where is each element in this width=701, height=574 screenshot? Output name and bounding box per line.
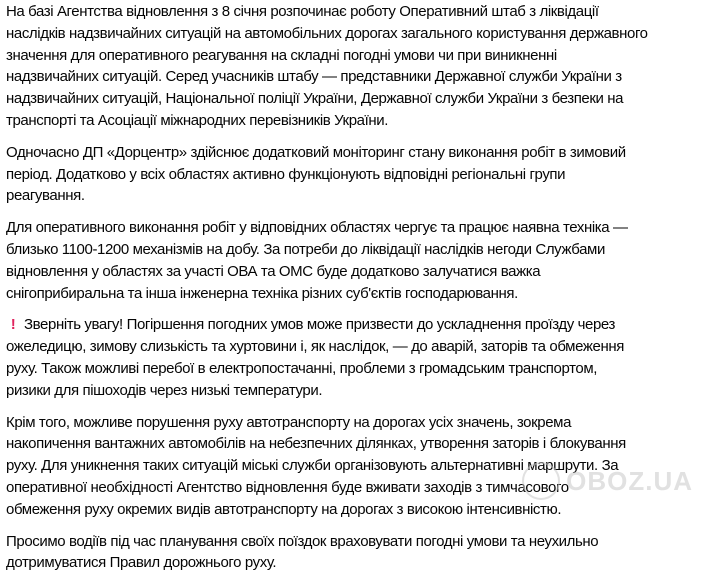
text-line: снігоприбиральна та інша інженерна техніка різних суб'єктів господарювання. bbox=[6, 284, 518, 302]
text-line: надзвичайних ситуацій, Національної поліції України, Державної служби України з безпеки на bbox=[6, 90, 624, 108]
text-line bbox=[6, 314, 701, 336]
text-line: близько 1100-1200 механізмів на добу. За потреби до ліквідації наслідків негоди Службами bbox=[6, 240, 605, 258]
watermark-logo-icon bbox=[522, 462, 560, 500]
text-line: оперативної необхідності Агентство відновлення буде вживати заходів з тимчасового bbox=[6, 478, 569, 496]
paragraph-warning bbox=[6, 314, 701, 401]
text-line: реагування. bbox=[6, 187, 85, 205]
text-line: На базі Агентства відновлення з 8 січня розпочинає роботу Оперативний штаб з ліквідації bbox=[6, 3, 599, 20]
text-line: ожеледицю, зимову слизькість та хуртовини і, як наслідок, — до аварій, заторів та обмеження bbox=[6, 338, 624, 356]
text-line: руху. Для уникнення таких ситуацій міські служби організовують альтернативні маршрути. За bbox=[6, 457, 619, 475]
paragraph-request bbox=[6, 531, 701, 574]
text-line: період. Додатково у всіх областях активно функціонують відповідні регіональні групи bbox=[6, 165, 566, 183]
paragraph-equipment bbox=[6, 217, 701, 304]
text-line: наслідків надзвичайних ситуацій на автомобільних дорогах загального користування державного bbox=[6, 24, 648, 42]
text-line: накопичення вантажних автомобілів на небезпечних ділянках, утворення заторів і блокування bbox=[6, 435, 626, 453]
paragraph-headquarters bbox=[6, 1, 701, 132]
text-line: Одночасно ДП «Дорцентр» здійснює додатковий моніторинг стану виконання робіт в зимовий bbox=[6, 143, 626, 161]
paragraph-monitoring bbox=[6, 142, 701, 207]
text-line: руху. Також можливі перебої в електропостачанні, проблеми з громадським транспортом, bbox=[6, 359, 598, 377]
text-line: Для оперативного виконання робіт у відповідних областях чергує та працює наявна техніка — bbox=[6, 219, 628, 237]
text-line-content: Зверніть увагу! Погіршення погодних умов може призвести до ускладнення проїзду через bbox=[24, 316, 615, 334]
text-line: Просимо водіїв під час планування своїх поїздок враховувати погодні умови та неухильно bbox=[6, 532, 599, 550]
text-line: Крім того, можливе порушення руху автотранспорту на дорогах усіх значень, зокрема bbox=[6, 413, 572, 431]
text-line: відновлення у областях за участі ОВА та ОМС буде додатково залучатися важка bbox=[6, 262, 541, 280]
watermark-text: OBOZ.UA bbox=[566, 465, 693, 496]
text-line: транспорті та Асоціації міжнародних перевізників України. bbox=[6, 111, 389, 129]
text-line: ризики для пішоходів через низькі температури. bbox=[6, 381, 323, 399]
text-line: обмеження руху окремих видів автотранспорту на дорогах з високою інтенсивністю. bbox=[6, 500, 562, 518]
watermark bbox=[522, 462, 693, 500]
text-line: дотримуватися Правил дорожнього руху. bbox=[6, 554, 277, 572]
text-line: значення для оперативного реагування на складні погодні умови чи при виникненні bbox=[6, 46, 557, 64]
exclamation-icon: ! bbox=[10, 316, 16, 334]
text-line: надзвичайних ситуацій. Серед учасників штабу — представники Державної служби України з bbox=[6, 68, 622, 86]
